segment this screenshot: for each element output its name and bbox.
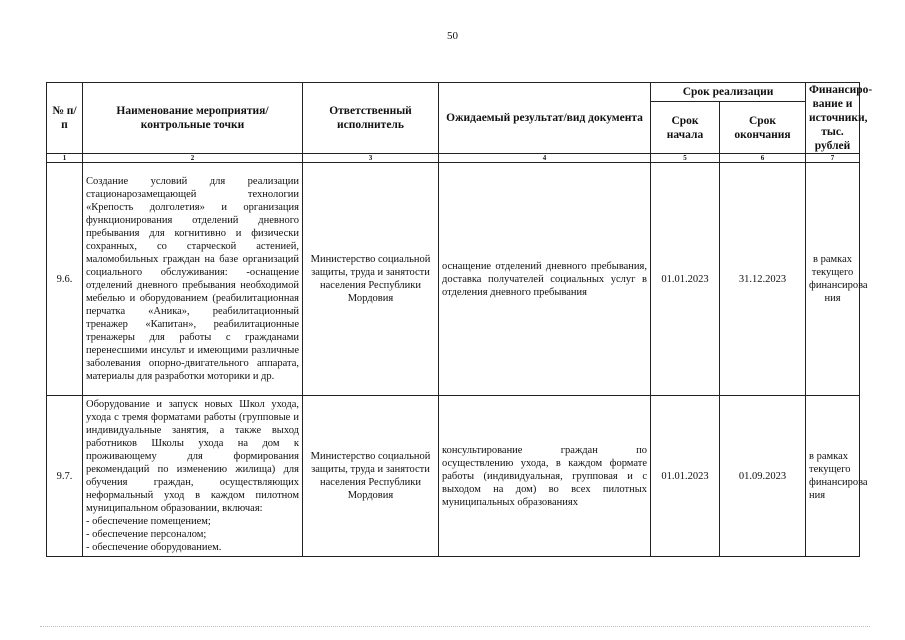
header-name: Наименование мероприятия/ контрольные точки — [83, 83, 303, 154]
row-number: 9.7. — [47, 396, 83, 557]
measure-item: - обеспечение персоналом; — [86, 529, 207, 540]
start-date: 01.01.2023 — [651, 163, 720, 396]
start-date: 01.01.2023 — [651, 396, 720, 557]
expected-result: консультирование граждан по осуществлению ухода, в каждом формате работы (индивидуальная, групповая и с выходом на дом) во всех пилотных муниципальных образованиях — [439, 396, 651, 557]
header-executor: Ответственный исполнитель — [303, 83, 439, 154]
responsible-executor: Министерство социальной защиты, труда и занятости населения Республики Мордовия — [303, 163, 439, 396]
header-term-group: Срок реализации — [651, 83, 806, 102]
measures-table — [46, 82, 873, 557]
column-number: 2 — [83, 154, 303, 163]
measure-item: - обеспечение оборудованием. — [86, 542, 222, 553]
table-row — [47, 396, 860, 557]
responsible-executor: Министерство социальной защиты, труда и занятости населения Республики Мордовия — [303, 396, 439, 557]
table-row — [47, 163, 860, 396]
header-end: Срок окончания — [720, 102, 806, 154]
column-number: 3 — [303, 154, 439, 163]
measure-name: Создание условий для реализации стационарозамещающей технологии «Крепость долголетия» и организация функционирования отделений дневного пребывания для когнитивно и физически сохранных, со старческой астенией, маломобильных граждан на базе организаций социального обслуживания: -оснащение отделений дневного пребывания необходимой мебелью и оборудованием (реабилитационная перчатка «Аника», реабилитационный тренажер «Капитан», реабилитационные тренажеры для работы с гражданами перенесшими инсульт и имеющими различные заболевания опорно-двигательного аппарата, материалы для разработки моторики и др. — [83, 163, 303, 396]
header-result: Ожидаемый результат/вид документа — [439, 83, 651, 154]
column-number: 4 — [439, 154, 651, 163]
header-num: № п/п — [47, 83, 83, 154]
header-start: Срок начала — [651, 102, 720, 154]
measure-name-cell — [83, 396, 303, 557]
header-finance: Финансирование и источники, тыс. рублей — [806, 83, 860, 154]
expected-result: оснащение отделений дневного пребывания, доставка получателей социальных услуг в отделения дневного пребывания — [439, 163, 651, 396]
page-number: 50 — [447, 30, 458, 42]
measure-name: Оборудование и запуск новых Школ ухода, ухода с тремя форматами работы (групповые и индивидуальные занятия, а также выход работников Школы ухода на дом к проживающему для формирования рекомендаций по изменению жилища) для обучения граждан, осуществляющих неформальный уход в каждом пилотном муниципальном образовании, включая: — [86, 399, 299, 514]
row-number: 9.6. — [47, 163, 83, 396]
column-number: 6 — [720, 154, 806, 163]
column-number: 7 — [806, 154, 860, 163]
end-date: 01.09.2023 — [720, 396, 806, 557]
column-number: 1 — [47, 154, 83, 163]
column-number: 5 — [651, 154, 720, 163]
end-date: 31.12.2023 — [720, 163, 806, 396]
measure-item: - обеспечение помещением; — [86, 516, 211, 527]
financing: в рамках текущего финансирова ния — [806, 396, 860, 557]
financing: в рамках текущего финансирова ния — [806, 163, 860, 396]
scan-artifact-divider — [40, 626, 870, 629]
